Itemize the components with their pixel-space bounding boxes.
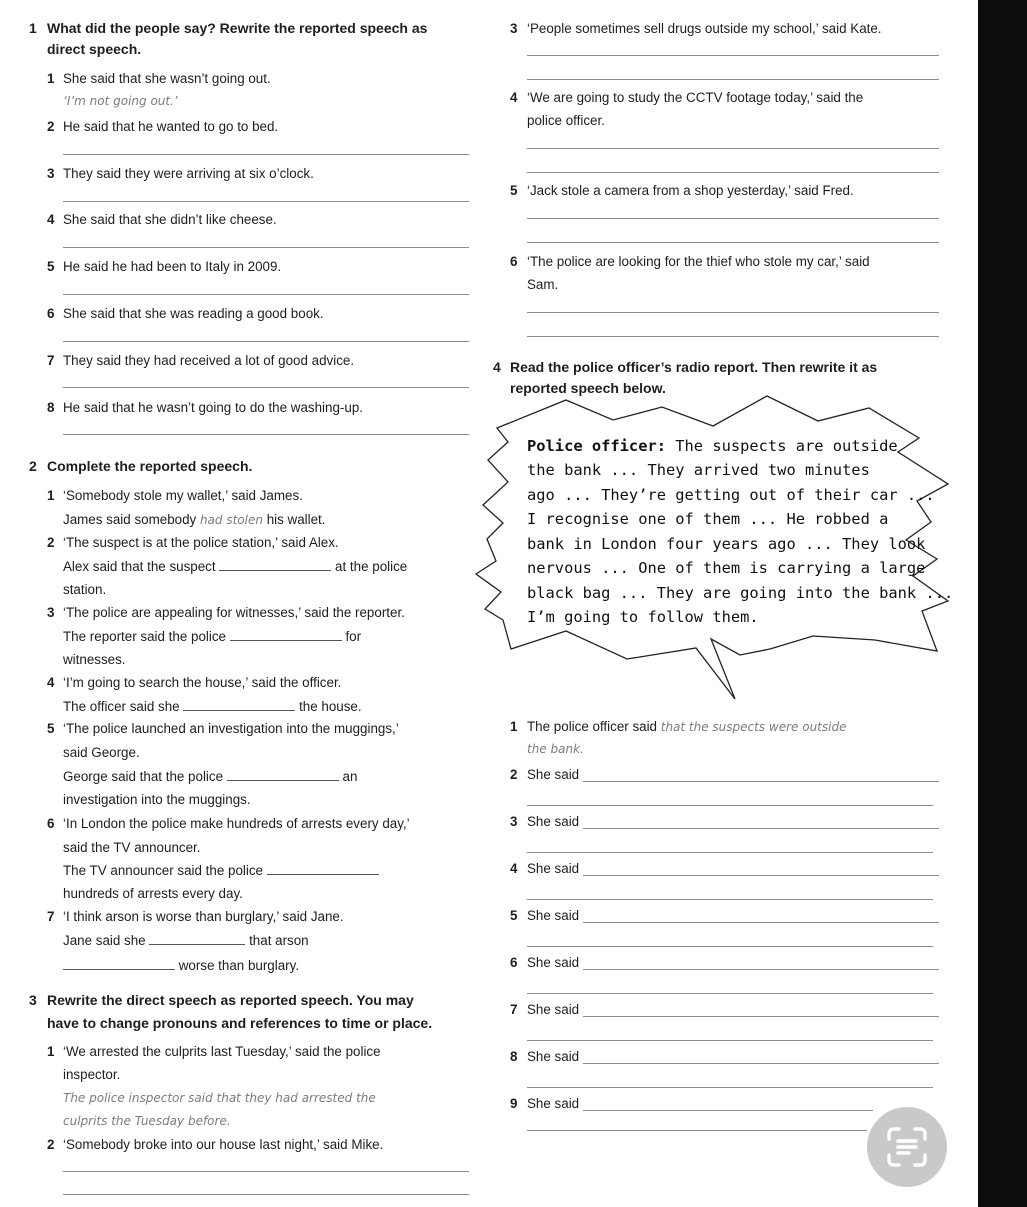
answer-line[interactable] — [583, 922, 939, 923]
ex2-item-sentence: The reporter said the police for — [63, 629, 362, 644]
ex1-item-number: 2 — [47, 119, 55, 134]
bubble-line: I’m going to follow them. — [527, 608, 759, 626]
ex4-number: 4 — [493, 359, 501, 375]
ex1-item-number: 6 — [510, 254, 518, 269]
ex4-she-said: She said — [527, 1096, 580, 1111]
ex2-item-number: 6 — [47, 816, 55, 831]
bubble-line: nervous ... One of them is carrying a large — [527, 559, 926, 577]
answer-line[interactable] — [63, 1194, 469, 1195]
ex3-item-quote-cont: inspector. — [63, 1067, 121, 1082]
ex2-item-quote: ‘The police launched an investigation into the muggings,’ — [63, 721, 399, 736]
ex4-example-answer-cont: the bank. — [527, 742, 584, 756]
ex2-item-sentence: The officer said she the house. — [63, 699, 362, 714]
ex4-item-number: 5 — [510, 908, 518, 923]
fill-in-blank[interactable] — [267, 862, 379, 875]
ex3-number: 3 — [29, 992, 37, 1008]
bubble-line: ago ... They’re getting out of their car ... — [527, 486, 935, 504]
bubble-line: the bank ... They arrived two minutes — [527, 461, 870, 479]
answer-line[interactable] — [527, 1040, 933, 1041]
ex2-item-number: 2 — [47, 535, 55, 550]
ex4-she-said: She said — [527, 1049, 580, 1064]
ex4-item-number: 6 — [510, 955, 518, 970]
answer-line[interactable] — [63, 1171, 469, 1172]
ex4-item-number: 3 — [510, 814, 518, 829]
ex1-item-quote: ‘Jack stole a camera from a shop yesterday,’ said Fred. — [527, 183, 854, 198]
ex1-item-number: 5 — [510, 183, 518, 198]
ex1-item-text: He said he had been to Italy in 2009. — [63, 259, 282, 274]
ex1-number: 1 — [29, 20, 37, 36]
ex2-item-quote-cont: said the TV announcer. — [63, 840, 201, 855]
answer-line[interactable] — [527, 805, 933, 806]
bubble-line: I recognise one of them ... He robbed a — [527, 510, 889, 528]
ex1-item-quote-cont: Sam. — [527, 277, 559, 292]
answer-line[interactable] — [527, 1130, 867, 1131]
ex4-she-said: She said — [527, 955, 580, 970]
ex1-item-number: 4 — [47, 212, 55, 227]
ex1-heading-cont: direct speech. — [47, 41, 142, 57]
ex1-item-text: They said they had received a lot of good advice. — [63, 353, 355, 368]
ex4-she-said: She said — [527, 861, 580, 876]
answer-line[interactable] — [583, 1016, 939, 1017]
ex2-item-number: 3 — [47, 605, 55, 620]
ex4-item-number: 1 — [510, 719, 518, 734]
fill-in-blank[interactable] — [149, 932, 245, 945]
ex3-item-quote: ‘We arrested the culprits last Tuesday,’ said the police — [63, 1044, 381, 1059]
ex1-item-text: She said that she was reading a good book. — [63, 306, 324, 321]
ex1-item-quote: ‘We are going to study the CCTV footage today,’ said the — [527, 90, 864, 105]
ex2-item-quote: ‘The suspect is at the police station,’ said Alex. — [63, 535, 339, 550]
ex2-item-quote: ‘Somebody stole my wallet,’ said James. — [63, 488, 303, 503]
ex1-item-text: He said that he wanted to go to bed. — [63, 119, 279, 134]
answer-line[interactable] — [583, 969, 939, 970]
ex3-example-answer-cont: culprits the Tuesday before. — [63, 1114, 231, 1128]
ex3-heading: Rewrite the direct speech as reported speech. You may — [47, 992, 414, 1008]
ex1-item-text: She said that she wasn’t going out. — [63, 71, 271, 86]
ex1-item-text: They said they were arriving at six o’clock. — [63, 166, 314, 181]
ex4-item-number: 2 — [510, 767, 518, 782]
ex1-item-number: 7 — [47, 353, 55, 368]
ex2-heading: Complete the reported speech. — [47, 458, 253, 474]
ex2-item-quote: ‘I’m going to search the house,’ said the officer. — [63, 675, 342, 690]
ex2-item-sentence-cont: station. — [63, 582, 107, 597]
ex4-heading: Read the police officer’s radio report. Then rewrite it as — [510, 359, 878, 375]
answer-line[interactable] — [583, 875, 939, 876]
bubble-line: bank in London four years ago ... They look — [527, 535, 926, 553]
ex1-example-answer: ‘I’m not going out.’ — [63, 94, 178, 108]
ex4-she-said: She said — [527, 814, 580, 829]
ex3-example-answer: The police inspector said that they had arrested the — [63, 1091, 376, 1105]
answer-line[interactable] — [527, 852, 933, 853]
ex1-heading: What did the people say? Rewrite the reported speech as — [47, 20, 428, 36]
ex3-item-number: 2 — [47, 1137, 55, 1152]
answer-line[interactable] — [527, 946, 933, 947]
ex2-item-number: 1 — [47, 488, 55, 503]
ex1-item-number: 3 — [510, 21, 518, 36]
ex4-she-said: She said — [527, 908, 580, 923]
answer-line[interactable] — [527, 1087, 933, 1088]
ex2-item-quote: ‘The police are appealing for witnesses,’ said the reporter. — [63, 605, 405, 620]
ex2-number: 2 — [29, 458, 37, 474]
ex2-item-sentence: Alex said that the suspect at the police — [63, 559, 408, 574]
ex4-item-number: 9 — [510, 1096, 518, 1111]
ex1-item-number: 6 — [47, 306, 55, 321]
answer-line[interactable] — [583, 1063, 939, 1064]
ex2-item-quote: ‘In London the police make hundreds of arrests every day,’ — [63, 816, 410, 831]
answer-line[interactable] — [527, 899, 933, 900]
ex4-example-answer: that the suspects were outside — [660, 720, 847, 734]
ex1-item-number: 1 — [47, 71, 55, 86]
ex2-example-answer: had stolen — [199, 513, 263, 527]
ex1-item-number: 3 — [47, 166, 55, 181]
answer-line[interactable] — [583, 828, 939, 829]
ex1-item-quote-cont: police officer. — [527, 113, 605, 128]
ex4-item-number: 4 — [510, 861, 518, 876]
ex2-item-sentence-cont: witnesses. — [63, 652, 126, 667]
bubble-line: Police officer: The suspects are outside — [527, 437, 898, 455]
ex4-example-sentence: The police officer said that the suspects were outside — [527, 719, 847, 734]
ex2-item-number: 5 — [47, 721, 55, 736]
ex4-she-said: She said — [527, 1002, 580, 1017]
ex2-item-sentence-cont: hundreds of arrests every day. — [63, 886, 243, 901]
ex1-item-number: 4 — [510, 90, 518, 105]
answer-line[interactable] — [583, 781, 939, 782]
ex2-item-sentence: The TV announcer said the police — [63, 862, 379, 879]
ex2-item-quote: ‘I think arson is worse than burglary,’ said Jane. — [63, 909, 344, 924]
ex3-item-quote: ‘Somebody broke into our house last night,’ said Mike. — [63, 1137, 384, 1152]
ex4-she-said: She said — [527, 767, 580, 782]
text-scan-button[interactable] — [867, 1107, 947, 1187]
ex2-item-number: 4 — [47, 675, 55, 690]
bubble-line: black bag ... They are going into the bank ... — [527, 584, 954, 602]
ex1-item-text: He said that he wasn’t going to do the washing-up. — [63, 400, 363, 415]
ex4-heading-cont: reported speech below. — [510, 380, 666, 396]
ex3-heading-cont: have to change pronouns and references to time or place. — [47, 1015, 433, 1031]
ex1-item-quote: ‘The police are looking for the thief who stole my car,’ said — [527, 254, 870, 269]
ex4-item-number: 7 — [510, 1002, 518, 1017]
ex3-item-number: 1 — [47, 1044, 55, 1059]
ex1-item-number: 5 — [47, 259, 55, 274]
ex2-item-number: 7 — [47, 909, 55, 924]
ex2-item-sentence-cont: investigation into the muggings. — [63, 792, 251, 807]
text-scan-icon — [886, 1126, 928, 1168]
fill-in-blank[interactable] — [227, 768, 339, 781]
fill-in-blank[interactable] — [63, 957, 175, 970]
ex1-item-text: She said that she didn’t like cheese. — [63, 212, 277, 227]
answer-line[interactable] — [583, 1110, 873, 1111]
ex2-item-sentence: James said somebody had stolen his wallet. — [63, 512, 326, 527]
ex2-item-sentence: Jane said she that arson — [63, 933, 309, 948]
ex2-item-sentence-cont: worse than burglary. — [63, 957, 299, 974]
bubble-speaker: Police officer: — [527, 437, 666, 455]
ex2-item-quote-cont: said George. — [63, 745, 140, 760]
ex1-item-number: 8 — [47, 400, 55, 415]
ex1-item-quote: ‘People sometimes sell drugs outside my school,’ said Kate. — [527, 21, 882, 36]
answer-line[interactable] — [527, 993, 933, 994]
ex4-item-number: 8 — [510, 1049, 518, 1064]
right-edge-bar — [978, 0, 1027, 1207]
ex2-item-sentence: George said that the police an — [63, 769, 358, 784]
